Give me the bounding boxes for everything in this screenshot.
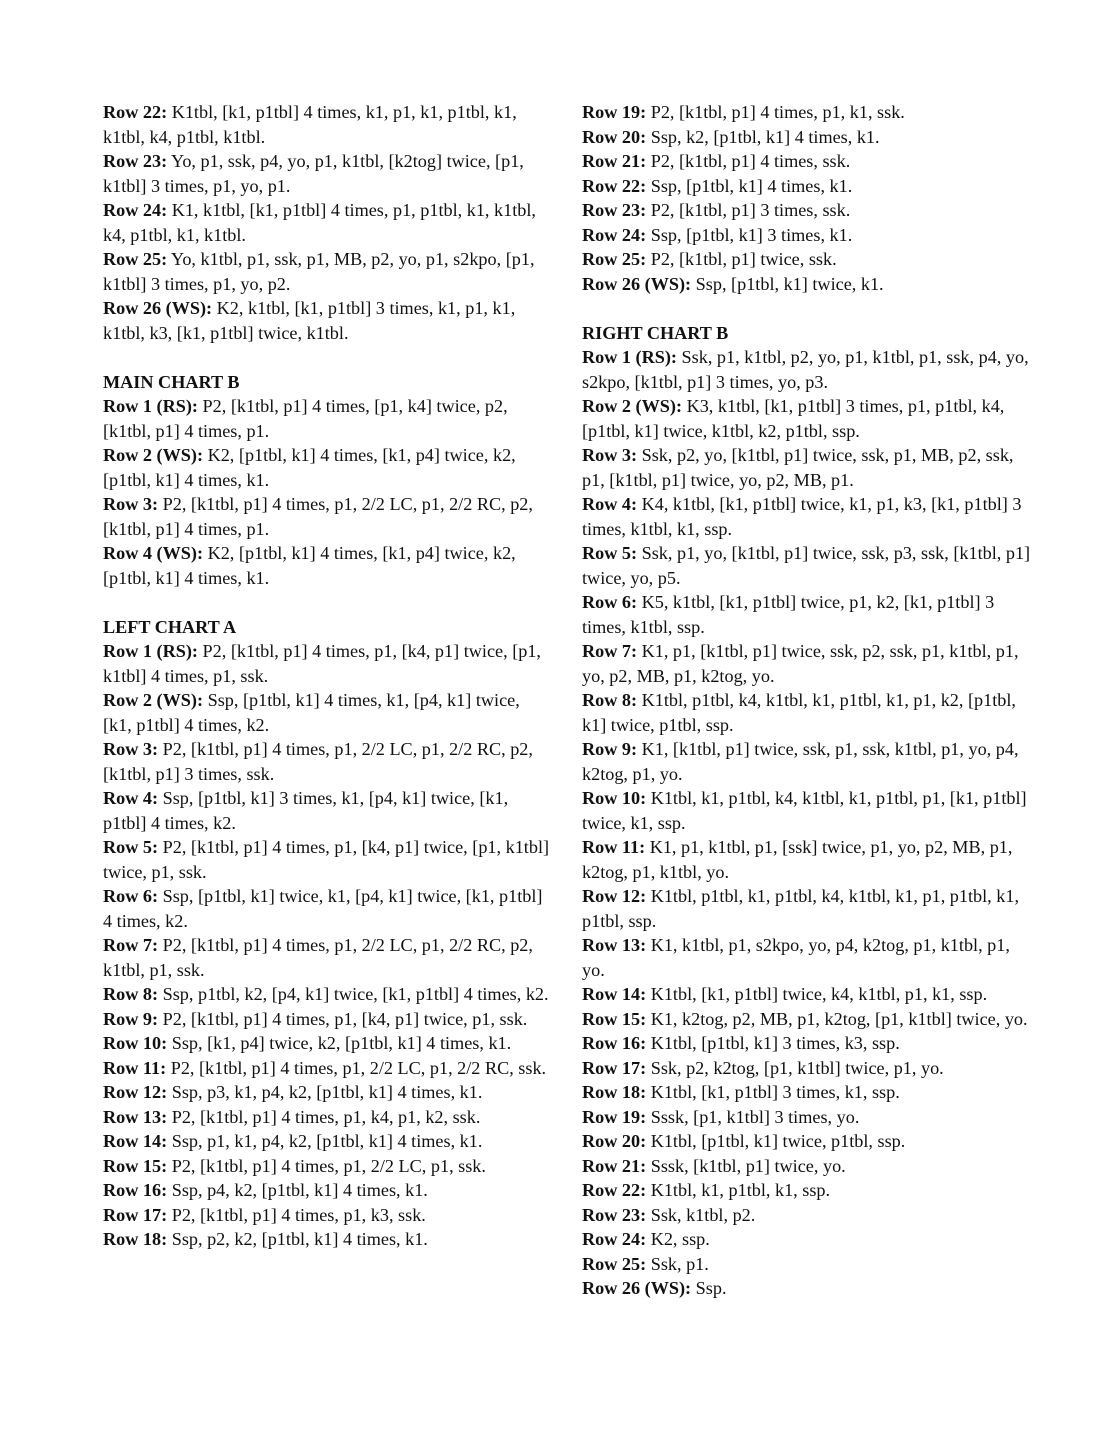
row-instruction — [103, 100, 553, 149]
row-text: Ssk, p2, yo, [k1tbl, p1] twice, ssk, p1, MB, p2, ssk, p1, [k1tbl, p1] twice, yo, p2, MB, p1. — [582, 445, 1014, 490]
row-text: K1tbl, [k1, p1tbl] twice, k4, k1tbl, p1, k1, ssp. — [646, 984, 988, 1004]
row-instruction — [582, 1129, 1032, 1154]
row-text: Ssk, p2, k2tog, [p1, k1tbl] twice, p1, yo. — [646, 1057, 944, 1078]
row-text: Ssp, p4, k2, [p1tbl, k1] 4 times, k1. — [167, 1180, 428, 1200]
row-text: Ssp, k2, [p1tbl, k1] 4 times, k1. — [646, 126, 880, 147]
row-instruction — [582, 1056, 1032, 1081]
row-label: Row 2 (WS): — [103, 445, 204, 465]
row-label: Row 18: — [582, 1082, 647, 1102]
row-text: Ssk, p1, yo, [k1tbl, p1] twice, ssk, p3, ssk, [k1tbl, p1] twice, yo, p5. — [582, 543, 1031, 588]
row-instruction — [103, 149, 553, 198]
row-instruction — [103, 884, 553, 933]
row-text: Yo, p1, ssk, p4, yo, p1, k1tbl, [k2tog] twice, [p1, k1tbl] 3 times, p1, yo, p1. — [103, 151, 524, 196]
row-instruction — [582, 1105, 1032, 1130]
row-text: K1tbl, k1, p1tbl, k4, k1tbl, k1, p1tbl, p1, [k1, p1tbl] twice, k1, ssp. — [582, 788, 1027, 833]
row-label: Row 6: — [103, 886, 159, 906]
row-label: Row 14: — [582, 984, 647, 1004]
row-instruction — [582, 198, 1032, 223]
row-instruction — [103, 492, 553, 541]
row-text: Ssk, p1. — [646, 1253, 709, 1274]
row-label: Row 10: — [103, 1033, 168, 1053]
row-instruction — [582, 1276, 1032, 1301]
row-label: Row 9: — [103, 1008, 159, 1029]
row-instruction — [582, 737, 1032, 786]
row-label: Row 25: — [103, 249, 168, 269]
row-text: P2, [k1tbl, p1] 4 times, ssk. — [646, 151, 851, 171]
row-label: Row 19: — [582, 102, 647, 122]
row-instruction — [582, 786, 1032, 835]
row-text: P2, [k1tbl, p1] 4 times, p1, k3, ssk. — [167, 1204, 426, 1225]
row-instruction — [582, 884, 1032, 933]
left-column — [103, 100, 553, 1252]
row-text: Ssp, [p1tbl, k1] 3 times, k1, [p4, k1] twice, [k1, p1tbl] 4 times, k2. — [103, 788, 509, 833]
row-instruction — [103, 933, 553, 982]
row-instruction — [103, 982, 553, 1007]
row-instruction — [582, 443, 1032, 492]
row-text: K1, p1, k1tbl, p1, [ssk] twice, p1, yo, p2, MB, p1, k2tog, p1, k1tbl, yo. — [582, 837, 1013, 882]
row-label: Row 17: — [103, 1204, 168, 1225]
row-instruction — [582, 394, 1032, 443]
row-text: P2, [k1tbl, p1] 4 times, p1, k4, p1, k2, ssk. — [167, 1106, 481, 1127]
row-text: K1tbl, [p1tbl, k1] twice, p1tbl, ssp. — [646, 1131, 906, 1151]
row-text: K1tbl, [k1, p1tbl] 3 times, k1, ssp. — [646, 1082, 900, 1102]
row-instruction — [103, 394, 553, 443]
row-instruction — [582, 1227, 1032, 1252]
row-text: Ssp, p2, k2, [p1tbl, k1] 4 times, k1. — [167, 1229, 428, 1249]
row-instruction — [103, 737, 553, 786]
row-instruction — [103, 1129, 553, 1154]
section-continued — [582, 100, 1032, 296]
row-label: Row 15: — [582, 1008, 647, 1029]
row-instruction — [582, 1203, 1032, 1228]
row-instruction — [582, 639, 1032, 688]
row-text: K1, p1, [k1tbl, p1] twice, ssk, p2, ssk, p1, k1tbl, p1, yo, p2, MB, p1, k2tog, yo. — [582, 641, 1019, 686]
row-label: Row 24: — [103, 200, 168, 220]
row-label: Row 6: — [582, 592, 638, 612]
row-instruction — [103, 688, 553, 737]
row-label: Row 1 (RS): — [582, 347, 677, 367]
row-instruction — [582, 223, 1032, 248]
row-text: K1tbl, [p1tbl, k1] 3 times, k3, ssp. — [646, 1033, 900, 1053]
row-instruction — [582, 272, 1032, 297]
row-text: K2, [p1tbl, k1] 4 times, [k1, p4] twice, k2, [p1tbl, k1] 4 times, k1. — [103, 445, 516, 490]
row-text: Sssk, [k1tbl, p1] twice, yo. — [646, 1155, 846, 1176]
row-text: P2, [k1tbl, p1] 4 times, p1, 2/2 LC, p1, 2/2 RC, ssk. — [166, 1057, 547, 1078]
row-text: Ssp, [p1tbl, k1] 4 times, k1. — [646, 175, 853, 196]
row-label: Row 11: — [103, 1057, 167, 1078]
row-label: Row 13: — [582, 935, 647, 955]
row-label: Row 1 (RS): — [103, 641, 198, 661]
row-label: Row 24: — [582, 1229, 647, 1249]
row-label: Row 4: — [103, 788, 159, 808]
row-text: Ssp, p1, k1, p4, k2, [p1tbl, k1] 4 times, k1. — [167, 1131, 483, 1151]
row-text: K2, [p1tbl, k1] 4 times, [k1, p4] twice, k2, [p1tbl, k1] 4 times, k1. — [103, 543, 516, 588]
row-label: Row 10: — [582, 788, 647, 808]
row-text: K1tbl, [k1, p1tbl] 4 times, k1, p1, k1, p1tbl, k1, k1tbl, k4, p1tbl, k1tbl. — [103, 102, 517, 147]
row-instruction — [103, 1080, 553, 1105]
section-title: RIGHT CHART B — [582, 322, 729, 343]
row-instruction — [103, 835, 553, 884]
row-label: Row 1 (RS): — [103, 396, 198, 416]
row-label: Row 11: — [582, 837, 646, 857]
row-text: P2, [k1tbl, p1] 4 times, p1, [k4, p1] twice, [p1, k1tbl] twice, p1, ssk. — [103, 837, 550, 882]
row-label: Row 7: — [582, 641, 638, 661]
row-label: Row 24: — [582, 224, 647, 245]
row-text: Ssk, p1, k1tbl, p2, yo, p1, k1tbl, p1, ssk, p4, yo, s2kpo, [k1tbl, p1] 3 times, yo, p3. — [582, 347, 1029, 392]
row-text: Sssk, [p1, k1tbl] 3 times, yo. — [646, 1106, 860, 1127]
row-label: Row 12: — [582, 886, 647, 906]
row-text: Ssp, [p1tbl, k1] 4 times, k1, [p4, k1] twice, [k1, p1tbl] 4 times, k2. — [103, 690, 520, 735]
row-instruction — [103, 1056, 553, 1081]
row-text: Ssp, p1tbl, k2, [p4, k1] twice, [k1, p1tbl] 4 times, k2. — [158, 984, 549, 1004]
row-instruction — [582, 688, 1032, 737]
section-continued — [103, 100, 553, 345]
row-text: Ssp, [k1, p4] twice, k2, [p1tbl, k1] 4 times, k1. — [167, 1033, 512, 1053]
row-instruction — [103, 541, 553, 590]
row-text: P2, [k1tbl, p1] 4 times, p1, [k4, p1] twice, [p1, k1tbl] 4 times, p1, ssk. — [103, 641, 541, 686]
section-title: LEFT CHART A — [103, 616, 237, 637]
row-label: Row 3: — [103, 739, 159, 759]
row-instruction — [582, 590, 1032, 639]
row-text: Ssp, p3, k1, p4, k2, [p1tbl, k1] 4 times, k1. — [167, 1082, 483, 1102]
row-instruction — [582, 1031, 1032, 1056]
row-label: Row 14: — [103, 1131, 168, 1151]
row-label: Row 2 (WS): — [103, 690, 204, 710]
row-instruction — [582, 1178, 1032, 1203]
row-label: Row 5: — [103, 837, 159, 857]
row-label: Row 7: — [103, 935, 159, 955]
row-text: K4, k1tbl, [k1, p1tbl] twice, k1, p1, k3, [k1, p1tbl] 3 times, k1tbl, k1, ssp. — [582, 494, 1022, 539]
row-instruction — [103, 1031, 553, 1056]
row-text: P2, [k1tbl, p1] 4 times, p1, k1, ssk. — [646, 102, 905, 122]
section-main-chart-b — [103, 370, 553, 591]
row-label: Row 23: — [582, 200, 647, 220]
row-instruction — [582, 174, 1032, 199]
row-instruction — [103, 443, 553, 492]
row-label: Row 26 (WS): — [582, 273, 692, 294]
row-text: K1, [k1tbl, p1] twice, ssk, p1, ssk, k1tbl, p1, yo, p4, k2tog, p1, yo. — [582, 739, 1019, 784]
row-instruction — [582, 492, 1032, 541]
row-instruction — [582, 125, 1032, 150]
row-instruction — [103, 247, 553, 296]
row-instruction — [103, 296, 553, 345]
row-label: Row 15: — [103, 1155, 168, 1176]
row-text: K1tbl, p1tbl, k4, k1tbl, k1, p1tbl, k1, p1, k2, [p1tbl, k1] twice, p1tbl, ssp. — [582, 690, 1016, 735]
row-label: Row 22: — [582, 175, 647, 196]
row-instruction — [103, 1105, 553, 1130]
row-text: Ssp, [p1tbl, k1] 3 times, k1. — [646, 224, 853, 245]
row-label: Row 21: — [582, 151, 647, 171]
row-instruction — [582, 933, 1032, 982]
row-text: Ssp, [p1tbl, k1] twice, k1. — [691, 273, 884, 294]
row-text: P2, [k1tbl, p1] twice, ssk. — [646, 249, 837, 269]
row-label: Row 19: — [582, 1106, 647, 1127]
section-left-chart-a — [103, 615, 553, 1252]
row-label: Row 4: — [582, 494, 638, 514]
row-label: Row 25: — [582, 1253, 647, 1274]
row-text: K5, k1tbl, [k1, p1tbl] twice, p1, k2, [k1, p1tbl] 3 times, k1tbl, ssp. — [582, 592, 995, 637]
right-column — [582, 100, 1032, 1301]
row-text: Ssk, k1tbl, p2. — [646, 1204, 756, 1225]
row-text: P2, [k1tbl, p1] 4 times, p1, [k4, p1] twice, p1, ssk. — [158, 1008, 528, 1029]
row-instruction — [582, 835, 1032, 884]
row-label: Row 21: — [582, 1155, 647, 1176]
row-instruction — [103, 1154, 553, 1179]
row-label: Row 12: — [103, 1082, 168, 1102]
row-label: Row 4 (WS): — [103, 543, 204, 563]
row-text: P2, [k1tbl, p1] 4 times, p1, 2/2 LC, p1, 2/2 RC, p2, [k1tbl, p1] 3 times, ssk. — [103, 739, 533, 784]
section-right-chart-b — [582, 321, 1032, 1301]
row-label: Row 22: — [582, 1180, 647, 1200]
row-instruction — [582, 345, 1032, 394]
row-text: P2, [k1tbl, p1] 3 times, ssk. — [646, 200, 851, 220]
row-text: K1tbl, p1tbl, k1, p1tbl, k4, k1tbl, k1, p1, p1tbl, k1, p1tbl, ssp. — [582, 886, 1020, 931]
row-instruction — [582, 541, 1032, 590]
row-label: Row 23: — [582, 1204, 647, 1225]
row-instruction — [103, 639, 553, 688]
row-text: Yo, k1tbl, p1, ssk, p1, MB, p2, yo, p1, s2kpo, [p1, k1tbl] 3 times, p1, yo, p2. — [103, 249, 535, 294]
row-instruction — [103, 1178, 553, 1203]
row-label: Row 5: — [582, 543, 638, 563]
row-text: K3, k1tbl, [k1, p1tbl] 3 times, p1, p1tbl, k4, [p1tbl, k1] twice, k1tbl, k2, p1tbl, ssp. — [582, 396, 1005, 441]
row-label: Row 16: — [582, 1033, 647, 1053]
row-instruction — [582, 247, 1032, 272]
row-label: Row 16: — [103, 1180, 168, 1200]
row-instruction — [582, 982, 1032, 1007]
row-instruction — [582, 1252, 1032, 1277]
row-instruction — [582, 1080, 1032, 1105]
row-instruction — [103, 1007, 553, 1032]
row-text: P2, [k1tbl, p1] 4 times, p1, 2/2 LC, p1, 2/2 RC, p2, [k1tbl, p1] 4 times, p1. — [103, 494, 533, 539]
row-label: Row 2 (WS): — [582, 396, 683, 416]
row-label: Row 18: — [103, 1229, 168, 1249]
row-text: Ssp. — [691, 1278, 727, 1298]
row-text: P2, [k1tbl, p1] 4 times, p1, 2/2 LC, p1, 2/2 RC, p2, k1tbl, p1, ssk. — [103, 935, 533, 980]
row-text: K1, k1tbl, p1, s2kpo, yo, p4, k2tog, p1, k1tbl, p1, yo. — [582, 935, 1010, 980]
row-instruction — [582, 100, 1032, 125]
row-label: Row 9: — [582, 739, 638, 759]
row-label: Row 26 (WS): — [103, 298, 213, 318]
row-instruction — [103, 198, 553, 247]
row-text: P2, [k1tbl, p1] 4 times, [p1, k4] twice, p2, [k1tbl, p1] 4 times, p1. — [103, 396, 508, 441]
row-label: Row 17: — [582, 1057, 647, 1078]
row-label: Row 20: — [582, 1131, 647, 1151]
row-label: Row 22: — [103, 102, 168, 122]
row-label: Row 8: — [103, 984, 159, 1004]
section-title: MAIN CHART B — [103, 371, 240, 392]
row-label: Row 20: — [582, 126, 647, 147]
row-instruction — [582, 149, 1032, 174]
row-label: Row 13: — [103, 1106, 168, 1127]
row-text: K1tbl, k1, p1tbl, k1, ssp. — [646, 1180, 831, 1200]
row-instruction — [582, 1007, 1032, 1032]
row-label: Row 3: — [582, 445, 638, 465]
row-instruction — [103, 786, 553, 835]
row-label: Row 25: — [582, 249, 647, 269]
row-label: Row 8: — [582, 690, 638, 710]
row-text: K2, ssp. — [646, 1229, 710, 1249]
row-instruction — [582, 1154, 1032, 1179]
row-text: Ssp, [p1tbl, k1] twice, k1, [p4, k1] twice, [k1, p1tbl] 4 times, k2. — [103, 886, 543, 931]
row-text: K1, k2tog, p2, MB, p1, k2tog, [p1, k1tbl] twice, yo. — [646, 1008, 1028, 1029]
row-instruction — [103, 1227, 553, 1252]
row-text: K1, k1tbl, [k1, p1tbl] 4 times, p1, p1tbl, k1, k1tbl, k4, p1tbl, k1, k1tbl. — [103, 200, 536, 245]
row-text: K2, k1tbl, [k1, p1tbl] 3 times, k1, p1, k1, k1tbl, k3, [k1, p1tbl] twice, k1tbl. — [103, 298, 516, 343]
row-label: Row 26 (WS): — [582, 1278, 692, 1298]
row-label: Row 3: — [103, 494, 159, 514]
row-instruction — [103, 1203, 553, 1228]
row-text: P2, [k1tbl, p1] 4 times, p1, 2/2 LC, p1, ssk. — [167, 1155, 486, 1176]
row-label: Row 23: — [103, 151, 168, 171]
